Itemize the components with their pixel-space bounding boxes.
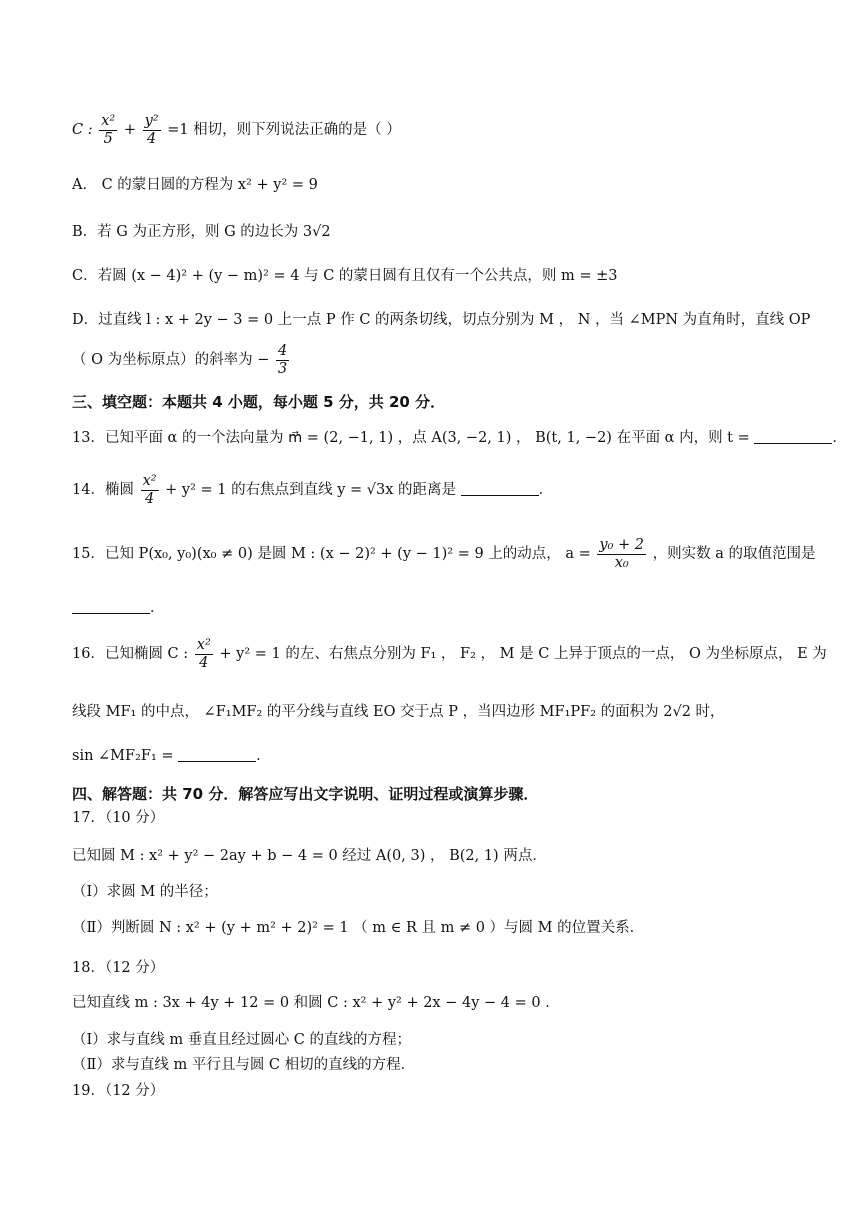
q18-part1: （Ⅰ）求与直线 m 垂直且经过圆心 C 的直线的方程； (72, 1032, 412, 1048)
plus-sign: + (123, 122, 136, 138)
section-3-heading: 三、填空题：本题共 4 小题，每小题 5 分，共 20 分． (72, 393, 446, 411)
fraction-numerator: x² (196, 636, 211, 653)
q14-prefix: 14．椭圆 (72, 482, 134, 498)
fraction-x2-over-4 (195, 637, 213, 672)
question-13 (72, 428, 847, 448)
fraction-numerator: y₀ + 2 (599, 536, 645, 553)
option-b: B．若 G 为正方形，则 G 的边长为 3√2 (72, 224, 331, 240)
fraction-x2-over-4 (141, 473, 159, 508)
p12-prefix: C : (72, 122, 93, 138)
fraction-numerator: x² (101, 112, 116, 129)
fraction-a-definition (597, 537, 646, 572)
option-a: A． C 的蒙日圆的方程为 x² + y² = 9 (72, 177, 318, 193)
q18-part2: （Ⅱ）求与直线 m 平行且与圆 C 相切的直线的方程． (72, 1057, 416, 1073)
fraction-denominator: 3 (277, 360, 288, 377)
question-16 (72, 636, 827, 672)
fraction-numerator: y² (144, 112, 159, 129)
section-4-heading: 四、解答题：共 70 分．解答应写出文字说明、证明过程或演算步骤． (72, 785, 539, 803)
fraction-denominator: 5 (103, 130, 113, 147)
q18-heading: 18．（12 分） (72, 960, 165, 976)
option-d-line2 (72, 342, 291, 378)
question-15 (72, 536, 816, 572)
option-d-line1: D．过直线 l : x + 2y − 3 = 0 上一点 P 作 C 的两条切线，切点分别为 M ， N ，当 ∠MPN 为直角时，直线 OP (72, 312, 811, 328)
fraction-denominator: 4 (144, 490, 155, 507)
q18-stem: 已知直线 m : 3x + 4y + 12 = 0 和圆 C : x² + y² + 2x − 4y − 4 = 0 ． (72, 995, 560, 1011)
q17-part2: （Ⅱ）判断圆 N : x² + (y + m² + 2)² = 1 （ m ∈ R 且 m ≠ 0 ）与圆 M 的位置关系． (72, 920, 645, 936)
q15-suffix: ，则实数 a 的取值范围是 (652, 546, 816, 562)
q16-line3-text: sin ∠MF₂F₁ = (72, 748, 174, 764)
question-16-line3 (72, 746, 271, 766)
q13-text: 13．已知平面 α 的一个法向量为 m⃗ = (2, −1, 1) ，点 A(3, −2, 1) ， B(t, 1, −2) 在平面 α 内，则 t = (72, 430, 750, 446)
q14-end: ． (538, 482, 554, 498)
fraction-denominator: 4 (199, 654, 209, 671)
question-16-line2: 线段 MF₁ 的中点， ∠F₁MF₂ 的平分线与直线 EO 交于点 P ，当四边形 MF₁PF₂ 的面积为 2√2 时， (72, 704, 725, 720)
q15-prefix: 15．已知 P(x₀, y₀)(x₀ ≠ 0) 是圆 M : (x − 2)² + (y − 1)² = 9 上的动点， a = (72, 546, 591, 562)
fraction-denominator: x₀ (614, 554, 629, 571)
answer-blank (754, 429, 832, 444)
option-d-line2-text: （ O 为坐标原点）的斜率为 − (72, 352, 270, 368)
answer-blank (461, 481, 539, 496)
option-c: C．若圆 (x − 4)² + (y − m)² = 4 与 C 的蒙日圆有且仅有一个公共点，则 m = ±3 (72, 268, 618, 284)
fraction-y2-over-4 (143, 113, 161, 148)
fraction-x2-over-5 (99, 113, 117, 148)
answer-blank (178, 747, 256, 762)
fraction-numerator: x² (142, 472, 157, 489)
q15-end: ． (150, 600, 165, 616)
q16-suffix: + y² = 1 的左、右焦点分别为 F₁ ， F₂ ， M 是 C 上异于顶点的一点， O 为坐标原点， E 为 (219, 646, 827, 662)
p12-suffix: =1 相切，则下列说法正确的是（ ） (167, 122, 401, 138)
q17-part1: （Ⅰ）求圆 M 的半径； (72, 884, 218, 900)
fraction-numerator: 4 (277, 342, 288, 359)
question-15-line2 (72, 598, 165, 618)
q16-end: ． (256, 748, 271, 764)
q17-heading: 17．（10 分） (72, 810, 165, 826)
fraction-denominator: 4 (146, 130, 157, 147)
question-12-continuation (72, 112, 401, 148)
q17-stem: 已知圆 M : x² + y² − 2ay + b − 4 = 0 经过 A(0, 3) ， B(2, 1) 两点． (72, 848, 547, 864)
q13-end: ． (832, 430, 847, 446)
question-14 (72, 472, 553, 508)
q19-heading: 19．（12 分） (72, 1083, 165, 1099)
answer-blank (72, 599, 150, 614)
fraction-4-over-3 (276, 343, 289, 378)
q16-prefix: 16．已知椭圆 C : (72, 646, 189, 662)
q14-suffix: + y² = 1 的右焦点到直线 y = √3x 的距离是 (165, 482, 457, 498)
